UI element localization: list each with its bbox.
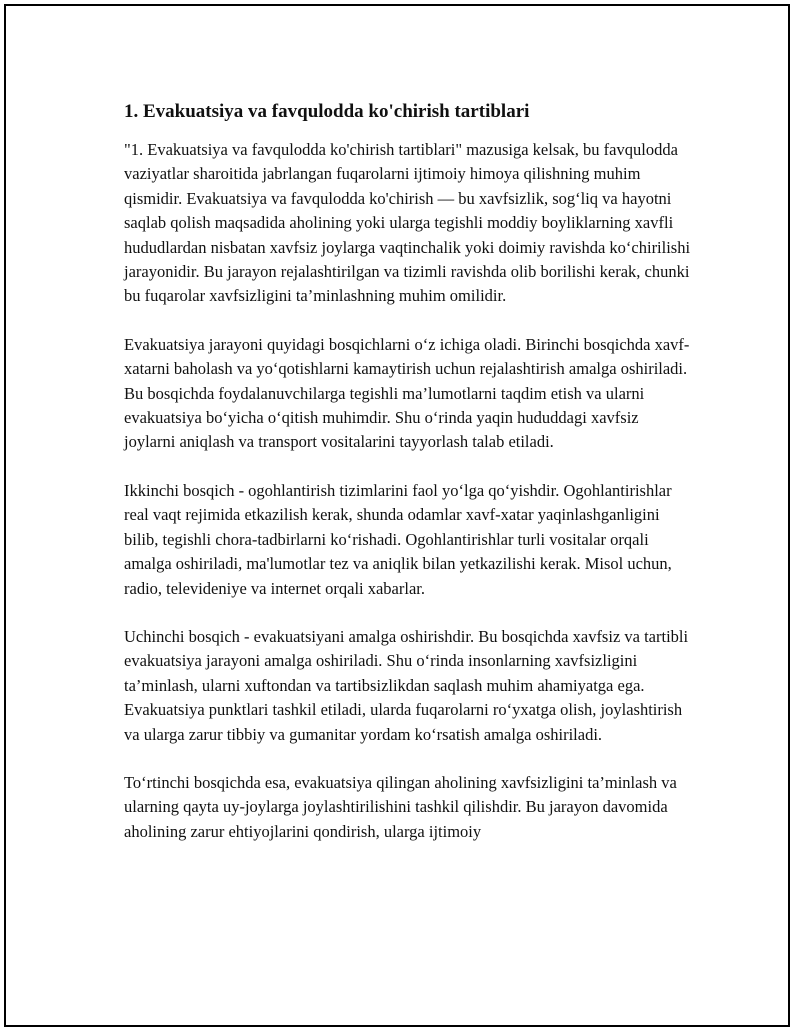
paragraph-4: Uchinchi bosqich - evakuatsiyani amalga oshirishdir. Bu bosqichda xavfsiz va tartibli evakuatsiya jarayoni amalga oshiriladi. Shu o‘rinda insonlarning xavfsizligini ta’minlash, ularni xuftondan va tartibsizlikdan saqlash muhim ahamiyatga ega. Evakuatsiya punktlari tashkil etiladi, ularda fuqarolarni ro‘yxatga olish, joylashtirish va ularga zarur tibbiy va gumanitar yordam ko‘rsatish amalga oshiriladi. xyxy=(124,626,689,744)
paragraph-3: Ikkinchi bosqich - ogohlantirish tizimlarini faol yo‘lga qo‘yishdir. Ogohlantirishlar real vaqt rejimida etkazilish kerak, shunda odamlar xavf-xatar yaqinlashganligini bilib, tegishli chora-tadbirlarni ko‘rishadi. Ogohlantirishlar turli vositalar orqali amalga oshiriladi, ma'lumotlar tez va aniqlik bilan yetkazilishi kerak. Misol uchun, radio, televideniye va internet orqali xabarlar. xyxy=(124,480,672,598)
page-frame xyxy=(4,4,790,1027)
paragraph-5: To‘rtinchi bosqichda esa, evakuatsiya qilingan aholining xavfsizligini ta’minlash va ularning qayta uy-joylarga joylashtirilishini tashkil qilishdir. Bu jarayon davomida aholining zarur ehtiyojlarini qondirish, ularga ijtimoiy xyxy=(124,772,677,841)
document-title: 1. Evakuatsiya va favqulodda ko'chirish tartiblari xyxy=(124,101,530,122)
document-body xyxy=(124,98,694,844)
paragraph-2: Evakuatsiya jarayoni quyidagi bosqichlarni o‘z ichiga oladi. Birinchi bosqichda xavf-xatarni baholash va yo‘qotishlarni kamaytirish uchun rejalashtirish amalga oshiriladi. Bu bosqichda foydalanuvchilarga tegishli ma’lumotlarni taqdim etish va ularni evakuatsiya bo‘yicha o‘qitish muhimdir. Shu o‘rinda yaqin hududdagi xavfsiz joylarni aniqlash va transport vositalarini tayyorlash talab etiladi. xyxy=(124,334,690,452)
paragraph-1: "1. Evakuatsiya va favqulodda ko'chirish tartiblari" mazusiga kelsak, bu favqulodda vaziyatlar sharoitida jabrlangan fuqarolarni ijtimoiy himoya qilishning muhim qismidir. Evakuatsiya va favqulodda ko'chirish — bu xavfsizlik, sog‘liq va hayotni saqlab qolish maqsadida aholining yoki ularga tegishli moddiy boyliklarning xavfli hududlardan nisbatan xavfsiz joylarga vaqtinchalik yoki doimiy ravishda ko‘chirilishi jarayonidir. Bu jarayon rejalashtirilgan va tizimli ravishda olib borilishi kerak, chunki bu fuqarolar xavfsizligini ta’minlashning muhim omilidir. xyxy=(124,140,691,306)
